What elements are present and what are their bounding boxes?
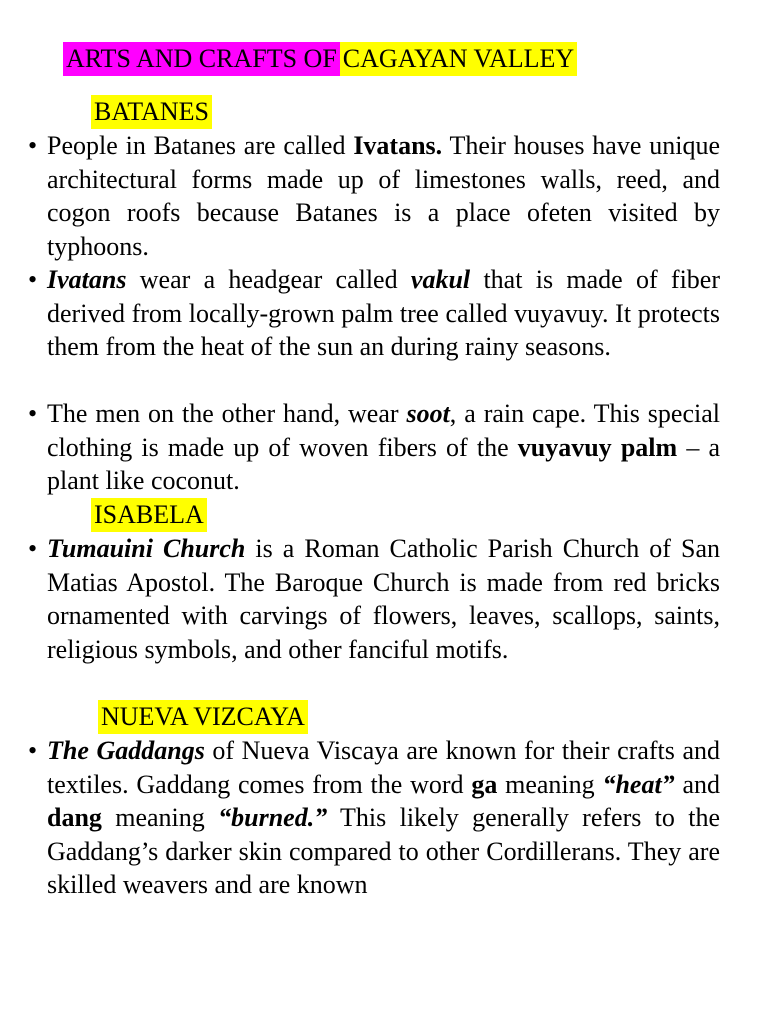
text: of Nueva Viscaya are known for their crafts and textiles. Gaddang comes from the word — [47, 736, 720, 799]
bullet: • — [28, 265, 38, 294]
title-part-1: ARTS AND CRAFTS OF — [63, 42, 340, 76]
text-bold-italic: The Gaddangs — [47, 736, 205, 765]
bullet: • — [28, 131, 38, 160]
bullet: • — [28, 399, 38, 428]
document-title — [63, 42, 577, 76]
text: wear a headgear called — [126, 265, 411, 294]
paragraph-nueva-vizcaya-1 — [28, 734, 720, 902]
text: – a plant like coconut. — [47, 432, 721, 496]
bullet: • — [28, 736, 38, 765]
text-bold: vuyavuy palm — [517, 432, 678, 462]
text: and — [674, 769, 720, 799]
text: that is made of fiber derived from locally-grown palm tree called vuyavuy. It protects them from the heat of the sun an during rainy seasons. — [47, 265, 720, 362]
text-bold-italic: soot — [406, 399, 450, 428]
heading-nueva-vizcaya: NUEVA VIZCAYA — [98, 700, 308, 734]
paragraph-batanes-2 — [28, 263, 720, 364]
text-bold: ga — [471, 769, 498, 799]
text-bold-italic: “burned.” — [218, 803, 328, 833]
text: Their houses have unique architectural forms made up of limestones walls, reed, and cogon roofs because Batanes is a place ofeten visited by typhoons. — [47, 131, 720, 261]
text-bold: dang — [47, 803, 102, 833]
heading-batanes: BATANES — [91, 95, 212, 129]
text-bold: Ivatans. — [353, 131, 443, 160]
text-bold-italic: Ivatans — [47, 265, 127, 294]
text: This likely generally refers to the Gaddang’s darker skin compared to other Cordillerans. They are skilled weavers and are known — [47, 803, 720, 900]
text-bold-italic: “heat” — [602, 769, 675, 799]
text: , a rain cape. This special clothing is made up of woven fibers of the — [47, 399, 720, 462]
text: People in Batanes are called — [47, 131, 354, 160]
bullet: • — [28, 534, 38, 563]
paragraph-isabela-1 — [28, 532, 720, 666]
text: The men on the other hand, wear — [47, 399, 407, 428]
heading-isabela: ISABELA — [91, 498, 207, 532]
text-bold-italic: vakul — [410, 265, 471, 294]
text: meaning — [101, 803, 219, 833]
text-bold-italic: Tumauini Church — [47, 534, 246, 563]
text: is a Roman Catholic Parish Church of San Matias Apostol. The Baroque Church is made from red bricks ornamented with carvings of flowers, leaves, scallops, saints, religious symbols, and other fanciful motifs. — [47, 534, 720, 664]
text: meaning — [497, 769, 603, 799]
title-part-2: CAGAYAN VALLEY — [340, 42, 577, 76]
paragraph-batanes-3 — [28, 397, 720, 498]
paragraph-batanes-1 — [28, 129, 720, 263]
